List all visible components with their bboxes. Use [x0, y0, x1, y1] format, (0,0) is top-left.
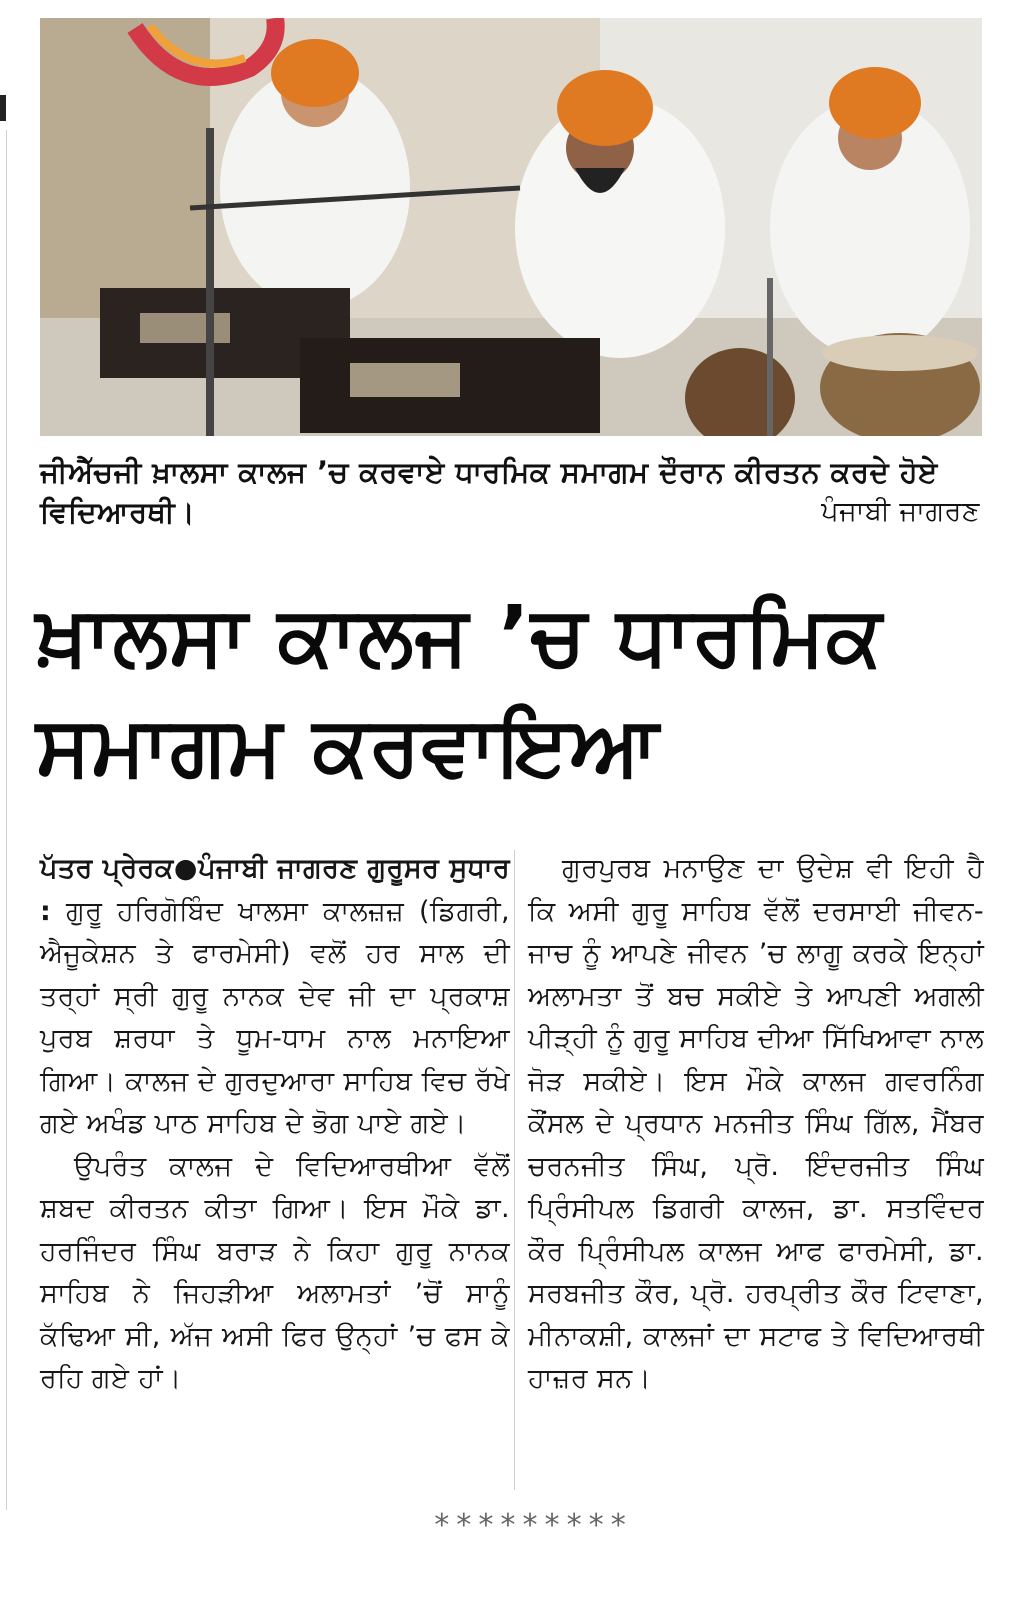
kirtan-photo	[40, 18, 982, 436]
photo-credit: ਪੰਜਾਬੀ ਜਾਗਰਣ	[821, 496, 980, 527]
caption-text: ਜੀਐੱਚਜੀ ਖ਼ਾਲਸਾ ਕਾਲਜ ’ਚ ਕਰਵਾਏ ਧਾਰਮਿਕ ਸਮਾਗਮ ਦੌਰਾਨ ਕੀਰਤਨ ਕਰਦੇ ਹੋਏ ਵਿਦਿਆਰਥੀ।	[40, 455, 938, 529]
photo-caption	[40, 452, 982, 532]
photo-illustration	[40, 18, 982, 436]
page-edge-rule	[6, 130, 7, 1510]
paragraph-1-text: ਗੁਰੂ ਹਰਿਗੋਬਿੰਦ ਖਾਲਸਾ ਕਾਲਜ਼ਜ਼ (ਡਿਗਰੀ, ਐਜੂਕੇਸ਼ਨ ਤੇ ਫਾਰਮੇਸੀ) ਵਲੋਂ ਹਰ ਸਾਲ ਦੀ ਤਰ੍ਹਾਂ ਸ੍ਰੀ ਗੁਰੂ ਨਾਨਕ ਦੇਵ ਜੀ ਦਾ ਪ੍ਰਕਾਸ਼ ਪੁਰਬ ਸ਼ਰਧਾ ਤੇ ਧੂਮ-ਧਾਮ ਨਾਲ ਮਨਾਇਆ ਗਿਆ। ਕਾਲਜ ਦੇ ਗੁਰਦੁਆਰਾ ਸਾਹਿਬ ਵਿਚ ਰੱਖੇ ਗਏ ਅਖੰਡ ਪਾਠ ਸਾਹਿਬ ਦੇ ਭੋਗ ਪਾਏ ਗਏ।	[40, 895, 510, 1139]
headline-line-2: ਸਮਾਗਮ ਕਰਵਾਇਆ	[36, 699, 660, 794]
article-paragraph-2: ਉਪਰੰਤ ਕਾਲਜ ਦੇ ਵਿਦਿਆਰਥੀਆ ਵੱਲੋਂ ਸ਼ਬਦ ਕੀਰਤਨ ਕੀਤਾ ਗਿਆ। ਇਸ ਮੌਕੇ ਡਾ. ਹਰਜਿੰਦਰ ਸਿੰਘ ਬਰਾੜ ਨੇ ਕਿਹਾ ਗੁਰੂ ਨਾਨਕ ਸਾਹਿਬ ਨੇ ਜਿਹੜੀਆ ਅਲਾਮਤਾਂ ’ਚੋਂ ਸਾਨੂੰ ਕੱਢਿਆ ਸੀ, ਅੱਜ ਅਸੀ ਫਿਰ ਉਨ੍ਹਾਂ ’ਚ ਫਸ ਕੇ ਰਹਿ ਗਏ ਹਾਂ।	[40, 1150, 510, 1394]
article-column-right	[528, 848, 984, 1401]
bullet-icon: ●	[173, 853, 199, 884]
article-paragraph-1	[40, 848, 510, 1146]
dateline: ਪੱਤਰ ਪ੍ਰੇਰਕ	[40, 853, 174, 884]
article-headline	[36, 582, 986, 802]
dateline-source: ਪੰਜਾਬੀ ਜਾਗਰਣ ਗੁਰੂਸਰ ਸੁਧਾਰ :	[40, 853, 510, 927]
article-column-left	[40, 848, 510, 1401]
headline-line-1: ਖ਼ਾਲਸਾ ਕਾਲਜ ’ਚ ਧਾਰਮਿਕ	[36, 589, 883, 684]
column-divider	[514, 850, 515, 1490]
end-marker: *********	[432, 1508, 632, 1543]
article-paragraph-3: ਗੁਰਪੁਰਬ ਮਨਾਉਣ ਦਾ ਉਦੇਸ਼ ਵੀ ਇਹੀ ਹੈ ਕਿ ਅਸੀ ਗੁਰੂ ਸਾਹਿਬ ਵੱਲੋਂ ਦਰਸਾਈ ਜੀਵਨ-ਜਾਚ ਨੂੰ ਆਪਣੇ ਜੀਵਨ ’ਚ ਲਾਗੂ ਕਰਕੇ ਇਨ੍ਹਾਂ ਅਲਾਮਤਾ ਤੋਂ ਬਚ ਸਕੀਏ ਤੇ ਆਪਣੀ ਅਗਲੀ ਪੀੜ੍ਹੀ ਨੂੰ ਗੁਰੂ ਸਾਹਿਬ ਦੀਆ ਸਿੱਖਿਆਵਾ ਨਾਲ ਜੋੜ ਸਕੀਏ। ਇਸ ਮੌਕੇ ਕਾਲਜ ਗਵਰਨਿੰਗ ਕੌਂਸਲ ਦੇ ਪ੍ਰਧਾਨ ਮਨਜੀਤ ਸਿੰਘ ਗਿੱਲ, ਮੈਂਬਰ ਚਰਨਜੀਤ ਸਿੰਘ, ਪ੍ਰੋ. ਇੰਦਰਜੀਤ ਸਿੰਘ ਪ੍ਰਿੰਸੀਪਲ ਡਿਗਰੀ ਕਾਲਜ, ਡਾ. ਸਤਵਿੰਦਰ ਕੌਰ ਪ੍ਰਿੰਸੀਪਲ ਕਾਲਜ ਆਫ ਫਾਰਮੇਸੀ, ਡਾ. ਸਰਬਜੀਤ ਕੌਰ, ਪ੍ਰੋ. ਹਰਪ੍ਰੀਤ ਕੌਰ ਟਿਵਾਣਾ, ਮੀਨਾਕਸ਼ੀ, ਕਾਲਜਾਂ ਦਾ ਸਟਾਫ ਤੇ ਵਿਦਿਆਰਥੀ ਹਾਜ਼ਰ ਸਨ।	[528, 853, 984, 1394]
page-edge-mark	[0, 95, 6, 121]
